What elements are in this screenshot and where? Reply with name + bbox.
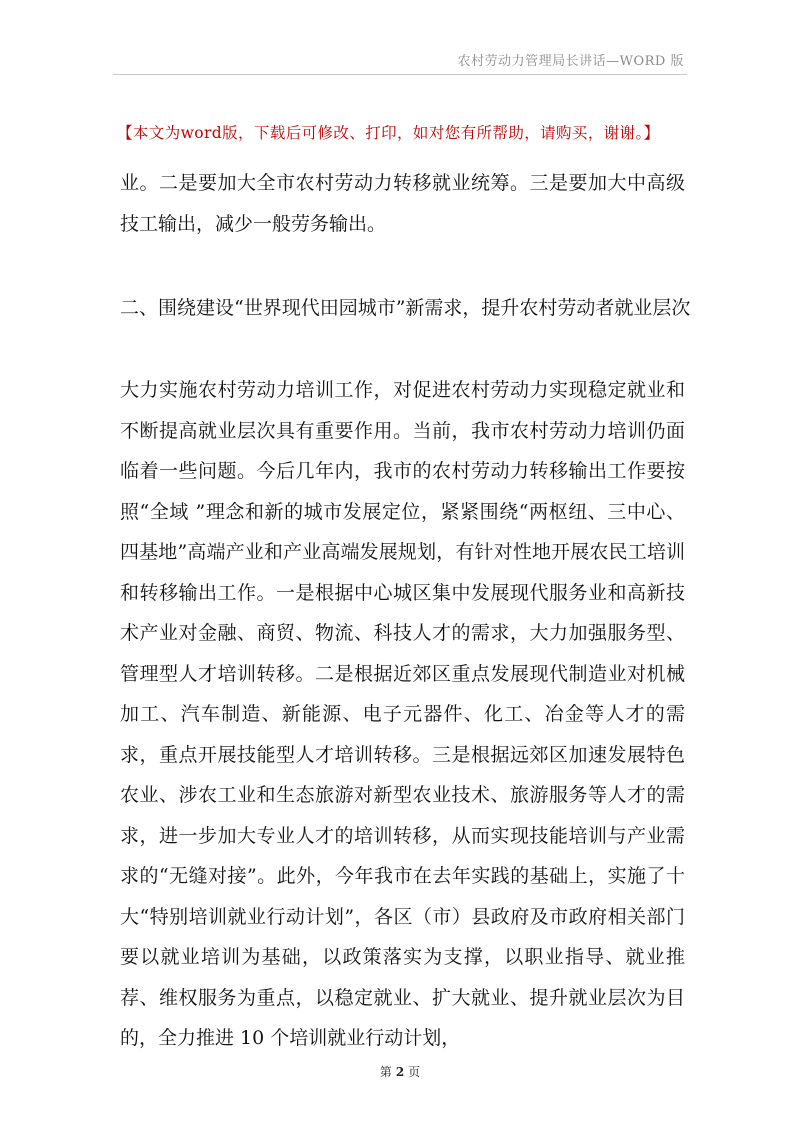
page-footer xyxy=(0,1063,800,1080)
page-number: 2 xyxy=(395,1065,405,1079)
section-heading: 二、围绕建设“世界现代田园城市”新需求，提升农村劳动者就业层次 xyxy=(120,297,691,319)
header-divider xyxy=(113,74,687,75)
footer-prefix: 第 xyxy=(379,1065,392,1079)
body-paragraph: 大力实施农村劳动力培训工作，对促进农村劳动力实现稳定就业和不断提高就业层次具有重要作用。当前，我市农村劳动力培训仍面临着一些问题。今后几年内，我市的农村劳动力转移输出工作要按照“全域 ”理念和新的城市发展定位，紧紧围绕“两枢纽、三中心、四基地”高端产业和产业高端发展规划，有针对性地开展农民工培训和转移输出工作。一是根据中心城区集中发展现代服务业和高新技术产业对金融、商贸、物流、科技人才的需求，大力加强服务型、管理型人才培训转移。二是根据近郊区重点发展现代制造业对机械加工、汽车制造、新能源、电子元器件、化工、冶金等人才的需求，重点开展技能型人才培训转移。三是根据远郊区加速发展特色农业、涉农工业和生态旅游对新型农业技术、旅游服务等人才的需求，进一步加大专业人才的培训转移，从而实现技能培训与产业需求的“无缝对接”。此外，今年我市在去年实践的基础上，实施了十大“特别培训就业行动计划”，各区（市）县政府及市政府相关部门要以就业培训为基础，以政策落实为支撑，以职业指导、就业推荐、维权服务为重点，以稳定就业、扩大就业、提升就业层次为目的，全力推进 10 个培训就业行动计划， xyxy=(120,379,685,1049)
footer-suffix: 页 xyxy=(408,1065,421,1079)
body-paragraph: 业。二是要加大全市农村劳动力转移就业统筹。三是要加大中高级技工输出，减少一般劳务输出。 xyxy=(120,172,685,235)
purchase-notice: 【本文为word版，下载后可修改、打印，如对您有所帮助，请购买，谢谢。】 xyxy=(117,124,660,142)
running-header: 农村劳动力管理局长讲话—WORD 版 xyxy=(457,54,684,69)
